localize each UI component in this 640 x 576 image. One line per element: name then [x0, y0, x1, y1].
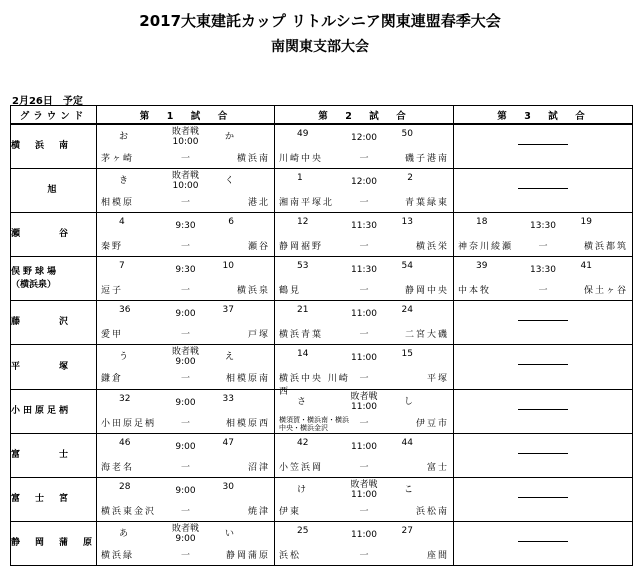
ground-name: [11, 257, 97, 301]
versus-dash: 一: [359, 154, 369, 164]
table-row: [11, 389, 633, 433]
game-time: 9:00: [175, 397, 196, 408]
match-left-number: き: [119, 175, 129, 186]
match-right-number: 44: [401, 437, 413, 448]
table-row: [11, 168, 633, 212]
schedule-date: 2月26日 予定: [12, 96, 83, 107]
no-game-line: [518, 320, 568, 321]
team-left: 伊東: [279, 507, 302, 517]
game-box: [454, 169, 632, 212]
match-left-number: あ: [119, 529, 129, 540]
matchup: [279, 460, 449, 473]
table-row: [11, 212, 633, 256]
versus-dash: 一: [180, 330, 190, 341]
game-box: [97, 301, 274, 344]
header-ground: グラウンド: [11, 106, 97, 125]
game-time: 9:00: [175, 441, 196, 452]
matchup: [101, 151, 270, 164]
match-left-number: け: [297, 485, 307, 495]
game-time: 11:00: [351, 490, 377, 500]
match-right-number: 37: [222, 305, 234, 316]
versus-dash: 一: [359, 418, 369, 429]
game-box: [454, 213, 632, 256]
game-box: [97, 257, 274, 300]
table-row: [11, 301, 633, 345]
game-box: [454, 257, 632, 300]
game-time: 13:30: [530, 265, 556, 276]
game-time: 11:00: [351, 401, 377, 412]
match-right-number: 30: [222, 482, 234, 492]
no-game-line: [518, 409, 568, 410]
game-cell-g3: [454, 168, 633, 212]
team-left: 秦野: [101, 241, 124, 252]
game-box: [275, 257, 453, 300]
team-right: 伊豆市: [415, 418, 449, 429]
match-left-number: 7: [119, 261, 125, 272]
versus-dash: 一: [180, 551, 190, 562]
table-row: [11, 257, 633, 301]
ground-name: 藤 沢: [11, 301, 97, 345]
match-right-number: 24: [401, 305, 413, 316]
table-row: [11, 345, 633, 389]
team-left: 鶴見: [279, 286, 302, 297]
game-box: [97, 125, 274, 168]
match-left-number: 32: [119, 393, 131, 404]
match-right-number: し: [403, 396, 413, 407]
game-time: 12:00: [351, 133, 377, 143]
game-box: [97, 522, 274, 565]
game-time: 11:30: [351, 265, 377, 276]
game-cell-g1: [97, 433, 275, 477]
matchup: [101, 195, 270, 208]
team-right: 横浜泉: [236, 286, 270, 297]
team-left: 逗子: [101, 286, 124, 297]
table-row: [11, 124, 633, 168]
consolation-label: 敗者戦: [171, 127, 199, 137]
matchup: [279, 504, 449, 517]
match-right-number: 10: [222, 261, 234, 272]
ground-name: 平 塚: [11, 345, 97, 389]
game-time: 12:00: [351, 176, 377, 187]
matchup: [101, 548, 270, 561]
versus-dash: 一: [538, 241, 548, 252]
match-right-number: 13: [401, 216, 413, 227]
match-right-number: い: [224, 529, 234, 540]
versus-dash: 一: [180, 418, 190, 429]
game-time: 9:00: [175, 486, 196, 496]
team-right: 静岡中央: [404, 286, 449, 297]
matchup: [279, 327, 449, 340]
game-box: [275, 522, 453, 565]
match-right-number: 6: [228, 216, 234, 227]
game-box: [97, 478, 274, 521]
team-right: 浜松南: [415, 507, 449, 517]
game-cell-g3: [454, 433, 633, 477]
matchup: [279, 548, 449, 561]
versus-dash: 一: [180, 154, 190, 164]
ground-name: 瀬 谷: [11, 212, 97, 256]
game-cell-g1: [97, 522, 275, 566]
game-time: 9:30: [175, 265, 196, 276]
match-left-number: 36: [119, 305, 131, 316]
team-left: 横浜緑: [101, 551, 135, 562]
page-title: 2017大東建託カップ リトルシニア関東連盟春季大会: [139, 12, 501, 30]
header-game-2: 第 2 試 合: [275, 106, 454, 125]
team-right: 静岡蒲原: [225, 551, 270, 562]
matchup: [279, 283, 449, 296]
game-time: 13:30: [530, 220, 556, 231]
game-time: 9:00: [175, 534, 196, 545]
match-left-number: 21: [297, 305, 309, 316]
game-box: [97, 169, 274, 212]
consolation-label: 敗者戦: [171, 524, 199, 535]
matchup: [458, 239, 628, 252]
match-left-number: 39: [476, 261, 488, 272]
team-right: 保土ヶ谷: [583, 286, 628, 297]
matchup: [101, 371, 270, 384]
game-box: [97, 434, 274, 477]
match-left-number: 28: [119, 482, 131, 492]
game-cell-g2: [275, 478, 454, 522]
team-left: 神奈川綾瀬: [458, 241, 514, 252]
game-box: [454, 478, 632, 521]
match-left-number: 1: [297, 172, 303, 183]
game-cell-g2: [275, 168, 454, 212]
match-left-number: 12: [297, 216, 309, 227]
table-row: [11, 433, 633, 477]
table-row: [11, 478, 633, 522]
team-right: 平塚: [426, 374, 449, 385]
game-box: [275, 478, 453, 521]
team-left: 海老名: [101, 462, 135, 473]
match-left-number: さ: [297, 396, 307, 407]
team-left: 湘南平塚北: [279, 197, 335, 208]
game-cell-g2: [275, 301, 454, 345]
game-cell-g2: [275, 124, 454, 168]
team-right: 座間: [426, 551, 449, 562]
team-right: 焼津: [247, 507, 270, 517]
game-cell-g1: [97, 124, 275, 168]
game-cell-g2: [275, 212, 454, 256]
ground-name: 富 士: [11, 433, 97, 477]
consolation-label: 敗者戦: [171, 170, 199, 181]
matchup: [458, 283, 628, 296]
game-box: [275, 390, 453, 433]
match-left-number: 14: [297, 349, 309, 360]
team-left: 鎌倉: [101, 374, 124, 385]
game-cell-g1: [97, 389, 275, 433]
matchup: [101, 283, 270, 296]
game-box: [454, 434, 632, 477]
match-right-number: く: [224, 175, 234, 186]
match-right-number: 15: [401, 349, 413, 360]
match-right-number: こ: [403, 485, 413, 495]
match-right-number: 54: [401, 261, 413, 272]
matchup: [279, 239, 449, 252]
game-cell-g1: [97, 212, 275, 256]
game-time: 9:00: [175, 357, 196, 368]
team-left: 茅ヶ崎: [101, 154, 135, 164]
game-time: 10:00: [172, 137, 199, 147]
team-left: 横須賀・横浜南・横浜中央・横浜金沢: [279, 415, 349, 432]
game-time: 10:00: [172, 180, 199, 191]
team-right: 相模原西: [225, 418, 270, 429]
game-box: [275, 301, 453, 344]
team-right: 相模原南: [225, 374, 270, 385]
team-right: 磯子港南: [404, 154, 449, 164]
ground-name: 横 浜 南: [11, 124, 97, 168]
consolation-label: 敗者戦: [350, 391, 378, 402]
versus-dash: 一: [180, 374, 190, 385]
matchup: [101, 239, 270, 252]
team-right: 青葉緑東: [404, 197, 449, 208]
team-right: 富士: [426, 462, 449, 473]
no-game-line: [518, 453, 568, 454]
ground-name-line: （横浜泉）: [11, 279, 57, 290]
team-left: 中本牧: [458, 286, 492, 297]
match-right-number: 2: [407, 172, 413, 183]
team-left: 小笠浜岡: [279, 462, 324, 473]
game-cell-g2: [275, 257, 454, 301]
game-cell-g3: [454, 301, 633, 345]
match-right-number: 41: [580, 261, 592, 272]
game-cell-g1: [97, 301, 275, 345]
team-left: 相模原: [101, 197, 135, 208]
matchup: [101, 504, 270, 517]
ground-name: 旭: [11, 168, 97, 212]
matchup: [279, 195, 449, 208]
game-box: [97, 345, 274, 388]
matchup: [279, 151, 449, 164]
versus-dash: 一: [359, 286, 369, 297]
versus-dash: 一: [359, 374, 369, 385]
game-box: [454, 125, 632, 168]
game-time: 11:00: [351, 441, 377, 452]
game-time: 11:00: [351, 353, 377, 364]
game-cell-g3: [454, 389, 633, 433]
game-cell-g1: [97, 168, 275, 212]
team-right: 横浜都筑: [583, 241, 628, 252]
game-cell-g3: [454, 212, 633, 256]
versus-dash: 一: [180, 507, 190, 517]
header-game-3: 第 3 試 合: [454, 106, 633, 125]
no-game-line: [518, 364, 568, 365]
ground-name: 静 岡 蒲 原: [11, 522, 97, 566]
match-left-number: 42: [297, 437, 309, 448]
game-cell-g3: [454, 257, 633, 301]
table-row: [11, 522, 633, 566]
match-left-number: う: [119, 352, 129, 363]
game-time: 11:00: [351, 309, 377, 320]
match-right-number: え: [224, 352, 234, 363]
game-box: [275, 125, 453, 168]
team-right: 横浜栄: [415, 241, 449, 252]
team-left: 横浜中央 川崎 西: [279, 374, 350, 398]
versus-dash: 一: [359, 330, 369, 341]
match-left-number: お: [119, 132, 129, 142]
team-right: 戸塚: [247, 330, 270, 341]
versus-dash: 一: [359, 462, 369, 473]
game-box: [454, 390, 632, 433]
match-right-number: 47: [222, 437, 234, 448]
team-left: 横浜青葉: [279, 330, 324, 341]
team-left: 横浜東金沢: [101, 507, 157, 517]
matchup: [101, 460, 270, 473]
matchup: [101, 416, 270, 429]
ground-name: 富 士 宮: [11, 478, 97, 522]
team-right: 横浜南: [236, 154, 270, 164]
versus-dash: 一: [180, 286, 190, 297]
versus-dash: 一: [359, 197, 369, 208]
team-right: 沼津: [247, 462, 270, 473]
versus-dash: 一: [180, 197, 190, 208]
game-box: [275, 169, 453, 212]
matchup: [279, 416, 449, 432]
versus-dash: 一: [359, 551, 369, 562]
game-box: [275, 213, 453, 256]
match-left-number: 18: [476, 216, 488, 227]
game-cell-g1: [97, 478, 275, 522]
team-left: 浜松: [279, 551, 302, 562]
game-time: 9:30: [175, 220, 196, 231]
game-cell-g3: [454, 522, 633, 566]
matchup: [101, 327, 270, 340]
game-cell-g2: [275, 522, 454, 566]
consolation-label: 敗者戦: [171, 347, 199, 358]
match-right-number: 19: [580, 216, 592, 227]
match-left-number: 46: [119, 437, 131, 448]
header-game-1: 第 1 試 合: [97, 106, 275, 125]
game-cell-g3: [454, 124, 633, 168]
versus-dash: 一: [359, 507, 369, 517]
match-right-number: か: [224, 132, 234, 142]
game-time: 11:00: [351, 530, 377, 541]
versus-dash: 一: [359, 241, 369, 252]
game-box: [454, 522, 632, 565]
game-box: [97, 390, 274, 433]
match-left-number: 53: [297, 261, 309, 272]
game-cell-g1: [97, 257, 275, 301]
match-left-number: 25: [297, 526, 309, 537]
header-row: [11, 106, 633, 125]
versus-dash: 一: [180, 462, 190, 473]
match-left-number: 4: [119, 216, 125, 227]
page-subtitle: 南関東支部大会: [271, 39, 369, 55]
game-time: 9:00: [175, 309, 196, 320]
match-right-number: 50: [401, 129, 413, 139]
team-left: 小田原足柄: [101, 418, 157, 429]
no-game-line: [518, 497, 568, 498]
team-left: 川崎中央: [279, 154, 324, 164]
ground-name-line: 俣野球場: [11, 266, 60, 277]
match-left-number: 49: [297, 129, 309, 139]
game-cell-g2: [275, 389, 454, 433]
team-right: 瀬谷: [247, 241, 270, 252]
consolation-label: 敗者戦: [350, 480, 378, 490]
game-box: [275, 434, 453, 477]
match-right-number: 33: [222, 393, 234, 404]
game-time: 11:30: [351, 220, 377, 231]
schedule-table: [10, 105, 633, 566]
team-right: 二宮大磯: [404, 330, 449, 341]
game-box: [454, 301, 632, 344]
team-left: 愛甲: [101, 330, 124, 341]
no-game-line: [518, 188, 568, 189]
game-cell-g3: [454, 345, 633, 389]
ground-name: 小田原足柄: [11, 389, 97, 433]
versus-dash: 一: [180, 241, 190, 252]
versus-dash: 一: [538, 286, 548, 297]
no-game-line: [518, 144, 568, 145]
game-box: [454, 345, 632, 388]
team-left: 静岡裾野: [279, 241, 324, 252]
game-cell-g3: [454, 478, 633, 522]
match-right-number: 27: [401, 526, 413, 537]
game-box: [97, 213, 274, 256]
no-game-line: [518, 541, 568, 542]
team-right: 港北: [247, 197, 270, 208]
game-cell-g1: [97, 345, 275, 389]
game-cell-g2: [275, 433, 454, 477]
